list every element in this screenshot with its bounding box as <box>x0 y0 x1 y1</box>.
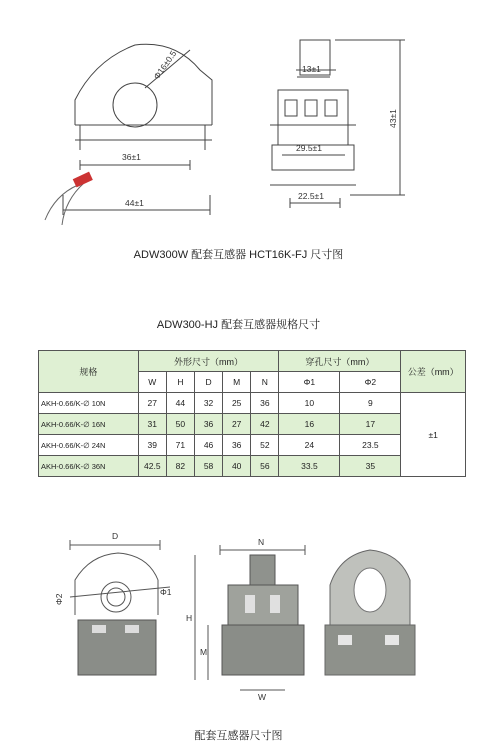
wire-clip <box>73 172 93 188</box>
sub-header: W <box>138 372 166 393</box>
col-model-header: 规格 <box>39 351 139 393</box>
base-width-label: 22.5±1 <box>298 191 324 201</box>
spec-table <box>38 350 466 477</box>
table-row: AKH-0.66/K-∅ 24N 39 71 46 36 52 24 23.5 <box>39 435 466 456</box>
tolerance-value: ±1 <box>401 393 466 477</box>
front-view-body <box>78 620 156 675</box>
diameter-label: Φ16±0.5 <box>151 48 179 82</box>
label-phi2: Φ2 <box>54 593 64 605</box>
table-row: AKH-0.66/K-∅ 16N 31 50 36 27 42 16 17 <box>39 414 466 435</box>
side-body <box>278 90 348 145</box>
hole-size-header: 穿孔尺寸（mm） <box>279 351 401 372</box>
label-M: M <box>200 647 208 657</box>
sub-header: D <box>194 372 222 393</box>
label-H: H <box>186 613 193 623</box>
bottom-dimension-drawing <box>0 525 477 700</box>
label-D: D <box>112 531 119 541</box>
label-W: W <box>258 692 267 700</box>
table-row: AKH-0.66/K-∅ 36N 42.5 82 58 40 56 33.5 35 <box>39 456 466 477</box>
table-title: ADW300-HJ 配套互感器规格尺寸 <box>156 319 321 331</box>
label-phi1: Φ1 <box>160 587 172 597</box>
table-row: AKH-0.66/K-∅ 10N 27 44 32 25 36 10 9 ±1 <box>39 393 466 414</box>
label-N: N <box>258 537 265 547</box>
caption-bottom: 配套互感器尺寸图 <box>194 730 283 742</box>
width-outer-label: 44±1 <box>125 198 144 208</box>
caption-top: ADW300W 配套互感器 HCT16K-FJ 尺寸图 <box>133 249 344 261</box>
sub-header: N <box>251 372 279 393</box>
side-view-top <box>228 585 298 625</box>
sub-header: H <box>166 372 194 393</box>
side-view-body <box>222 625 304 675</box>
width-inner-label: 36±1 <box>122 152 141 162</box>
sub-header: Φ2 <box>340 372 401 393</box>
top-width-label: 13±1 <box>302 64 321 74</box>
height-label: 43±1 <box>388 109 398 128</box>
mid-width-label: 29.5±1 <box>296 143 322 153</box>
sub-header: M <box>223 372 251 393</box>
top-dimension-drawing <box>0 0 477 240</box>
tolerance-header: 公差（mm） <box>401 351 466 393</box>
outer-size-header: 外形尺寸（mm） <box>138 351 279 372</box>
hole-circle <box>113 83 157 127</box>
sub-header: Φ1 <box>279 372 340 393</box>
